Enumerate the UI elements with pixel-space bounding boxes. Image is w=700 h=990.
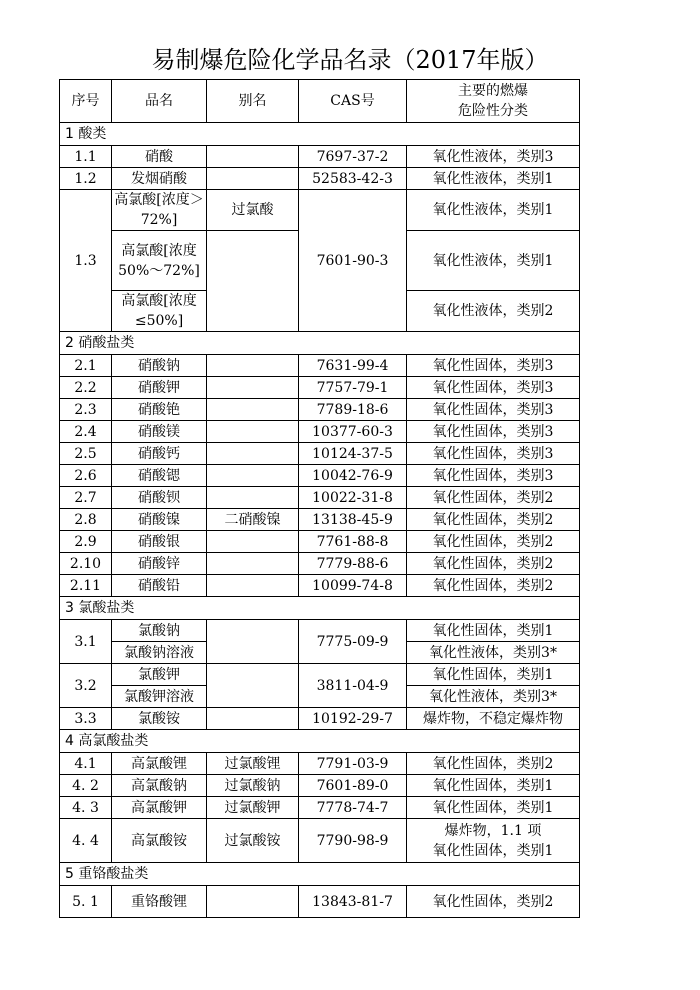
cell-hazard: 氧化性液体，类别3* — [407, 642, 580, 664]
page-title: 易制爆危险化学品名录（2017年版） — [151, 46, 549, 74]
cell-no: 2.4 — [60, 421, 112, 443]
cell-name: 高氯酸[浓度＞72%] — [112, 190, 207, 231]
cell-alias: 过氯酸钾 — [207, 797, 299, 819]
header-hazard: 主要的燃爆 危险性分类 — [407, 80, 580, 123]
table-row — [60, 421, 580, 443]
cell-hazard: 氧化性液体，类别1 — [407, 231, 580, 291]
cell-cas: 7790-98-9 — [299, 819, 407, 863]
cell-no: 4. 2 — [60, 775, 112, 797]
cell-cas: 7778-74-7 — [299, 797, 407, 819]
table-row — [60, 886, 580, 918]
cell-name: 氯酸钾溶液 — [112, 686, 207, 708]
cell-cas: 10192-29-7 — [299, 708, 407, 730]
cell-alias — [207, 355, 299, 377]
section-heading: 1 酸类 — [60, 123, 580, 146]
cell-cas: 10124-37-5 — [299, 443, 407, 465]
cell-alias — [207, 443, 299, 465]
cell-no: 2.10 — [60, 553, 112, 575]
cell-alias — [207, 487, 299, 509]
table-row — [60, 168, 580, 190]
cell-name: 氯酸钠溶液 — [112, 642, 207, 664]
table-row — [60, 797, 580, 819]
cell-name: 发烟硝酸 — [112, 168, 207, 190]
cell-name: 重铬酸锂 — [112, 886, 207, 918]
cell-name: 高氯酸铵 — [112, 819, 207, 863]
cell-name: 硝酸锶 — [112, 465, 207, 487]
table-row — [60, 531, 580, 553]
cell-no: 1.3 — [60, 190, 112, 332]
cell-no: 3.2 — [60, 664, 112, 708]
cell-cas: 7601-89-0 — [299, 775, 407, 797]
cell-hazard: 氧化性固体，类别2 — [407, 509, 580, 531]
cell-cas: 10099-74-8 — [299, 575, 407, 597]
cell-alias — [207, 620, 299, 664]
cell-hazard: 氧化性固体，类别3 — [407, 465, 580, 487]
cell-hazard: 氧化性液体，类别1 — [407, 190, 580, 231]
table-row — [60, 620, 580, 642]
cell-hazard: 氧化性固体，类别2 — [407, 753, 580, 775]
cell-alias — [207, 575, 299, 597]
cell-hazard: 氧化性固体，类别3 — [407, 399, 580, 421]
cell-hazard: 氧化性液体，类别1 — [407, 168, 580, 190]
cell-no: 3.3 — [60, 708, 112, 730]
cell-hazard: 氧化性固体，类别1 — [407, 775, 580, 797]
cell-no: 5. 1 — [60, 886, 112, 918]
table-row — [60, 355, 580, 377]
header-no: 序号 — [60, 80, 112, 123]
cell-no: 2.9 — [60, 531, 112, 553]
table-row — [60, 664, 580, 686]
table-row — [60, 399, 580, 421]
cell-no: 2.8 — [60, 509, 112, 531]
cell-alias — [207, 146, 299, 168]
cell-no: 2.11 — [60, 575, 112, 597]
cell-name: 氯酸铵 — [112, 708, 207, 730]
section-heading-row — [60, 863, 580, 886]
cell-cas: 7789-18-6 — [299, 399, 407, 421]
cell-cas: 7791-03-9 — [299, 753, 407, 775]
cell-hazard — [407, 819, 580, 863]
header-cas: CAS号 — [299, 80, 407, 123]
chemicals-table — [59, 79, 580, 918]
cell-cas: 52583-42-3 — [299, 168, 407, 190]
cell-cas: 13843-81-7 — [299, 886, 407, 918]
cell-name: 高氯酸钠 — [112, 775, 207, 797]
cell-cas: 10377-60-3 — [299, 421, 407, 443]
cell-cas: 7757-79-1 — [299, 377, 407, 399]
header-alias: 别名 — [207, 80, 299, 123]
cell-no: 2.1 — [60, 355, 112, 377]
cell-cas: 7761-88-8 — [299, 531, 407, 553]
cell-hazard: 氧化性液体，类别3* — [407, 686, 580, 708]
cell-name: 硝酸钡 — [112, 487, 207, 509]
cell-name: 硝酸银 — [112, 531, 207, 553]
table-row — [60, 575, 580, 597]
cell-alias — [207, 377, 299, 399]
cell-alias — [207, 664, 299, 708]
cell-name: 硝酸铅 — [112, 575, 207, 597]
cell-hazard: 氧化性固体，类别1 — [407, 620, 580, 642]
header-name: 品名 — [112, 80, 207, 123]
cell-hazard: 氧化性固体，类别1 — [407, 797, 580, 819]
section-heading: 4 高氯酸盐类 — [60, 730, 580, 753]
cell-no: 3.1 — [60, 620, 112, 664]
table-row — [60, 708, 580, 730]
cell-no: 1.1 — [60, 146, 112, 168]
cell-alias — [207, 886, 299, 918]
cell-name: 氯酸钾 — [112, 664, 207, 686]
cell-hazard: 氧化性固体，类别2 — [407, 575, 580, 597]
section-heading-row — [60, 332, 580, 355]
table-row — [60, 819, 580, 863]
cell-name: 高氯酸[浓度50%～72%] — [112, 231, 207, 291]
cell-alias: 二硝酸镍 — [207, 509, 299, 531]
cell-no: 2.2 — [60, 377, 112, 399]
cell-alias — [207, 421, 299, 443]
table-row — [60, 146, 580, 168]
section-heading-row — [60, 730, 580, 753]
cell-hazard: 氧化性固体，类别2 — [407, 487, 580, 509]
table-row — [60, 553, 580, 575]
header-row — [60, 80, 580, 123]
cell-alias — [207, 168, 299, 190]
cell-name: 高氯酸锂 — [112, 753, 207, 775]
hazard-line: 氧化性固体，类别1 — [432, 842, 554, 859]
section-heading: 5 重铬酸盐类 — [60, 863, 580, 886]
table-row — [60, 465, 580, 487]
cell-cas: 3811-04-9 — [299, 664, 407, 708]
cell-name: 硝酸钾 — [112, 377, 207, 399]
cell-no: 2.6 — [60, 465, 112, 487]
table-row — [60, 753, 580, 775]
cell-cas: 10042-76-9 — [299, 465, 407, 487]
cell-cas: 7779-88-6 — [299, 553, 407, 575]
cell-cas: 7775-09-9 — [299, 620, 407, 664]
table-row — [60, 443, 580, 465]
cell-name: 高氯酸钾 — [112, 797, 207, 819]
cell-name: 硝酸铯 — [112, 399, 207, 421]
cell-cas: 10022-31-8 — [299, 487, 407, 509]
cell-name: 高氯酸[浓度≤50%] — [112, 291, 207, 332]
cell-name: 硝酸镁 — [112, 421, 207, 443]
section-heading: 2 硝酸盐类 — [60, 332, 580, 355]
cell-alias: 过氯酸铵 — [207, 819, 299, 863]
table-row — [60, 487, 580, 509]
cell-cas: 13138-45-9 — [299, 509, 407, 531]
table-row — [60, 509, 580, 531]
cell-no: 2.7 — [60, 487, 112, 509]
hazard-line: 爆炸物，1.1 项 — [444, 822, 542, 839]
cell-hazard: 氧化性固体，类别2 — [407, 531, 580, 553]
cell-alias: 过氯酸锂 — [207, 753, 299, 775]
cell-no: 2.3 — [60, 399, 112, 421]
cell-hazard: 氧化性固体，类别2 — [407, 553, 580, 575]
cell-hazard: 氧化性液体，类别3 — [407, 146, 580, 168]
cell-hazard: 氧化性固体，类别2 — [407, 886, 580, 918]
cell-no: 4. 3 — [60, 797, 112, 819]
cell-no: 1.2 — [60, 168, 112, 190]
cell-alias — [207, 231, 299, 332]
cell-no: 2.5 — [60, 443, 112, 465]
cell-name: 硝酸锌 — [112, 553, 207, 575]
cell-alias — [207, 553, 299, 575]
cell-alias — [207, 399, 299, 421]
cell-cas: 7697-37-2 — [299, 146, 407, 168]
cell-name: 硝酸镍 — [112, 509, 207, 531]
cell-alias: 过氯酸 — [207, 190, 299, 231]
section-heading-row — [60, 123, 580, 146]
table-row — [60, 190, 580, 231]
cell-name: 氯酸钠 — [112, 620, 207, 642]
table-row — [60, 775, 580, 797]
cell-name: 硝酸钙 — [112, 443, 207, 465]
cell-name: 硝酸钠 — [112, 355, 207, 377]
cell-no: 4.1 — [60, 753, 112, 775]
cell-hazard: 氧化性固体，类别3 — [407, 377, 580, 399]
cell-hazard: 氧化性液体，类别2 — [407, 291, 580, 332]
cell-alias — [207, 465, 299, 487]
section-heading-row — [60, 597, 580, 620]
section-heading: 3 氯酸盐类 — [60, 597, 580, 620]
cell-alias — [207, 708, 299, 730]
table-row — [60, 377, 580, 399]
cell-alias — [207, 531, 299, 553]
cell-hazard: 氧化性固体，类别3 — [407, 443, 580, 465]
cell-alias: 过氯酸钠 — [207, 775, 299, 797]
cell-hazard: 氧化性固体，类别3 — [407, 421, 580, 443]
cell-no: 4. 4 — [60, 819, 112, 863]
cell-hazard: 氧化性固体，类别1 — [407, 664, 580, 686]
cell-name: 硝酸 — [112, 146, 207, 168]
cell-hazard: 氧化性固体，类别3 — [407, 355, 580, 377]
cell-cas: 7601-90-3 — [299, 190, 407, 332]
cell-hazard: 爆炸物，不稳定爆炸物 — [407, 708, 580, 730]
cell-cas: 7631-99-4 — [299, 355, 407, 377]
